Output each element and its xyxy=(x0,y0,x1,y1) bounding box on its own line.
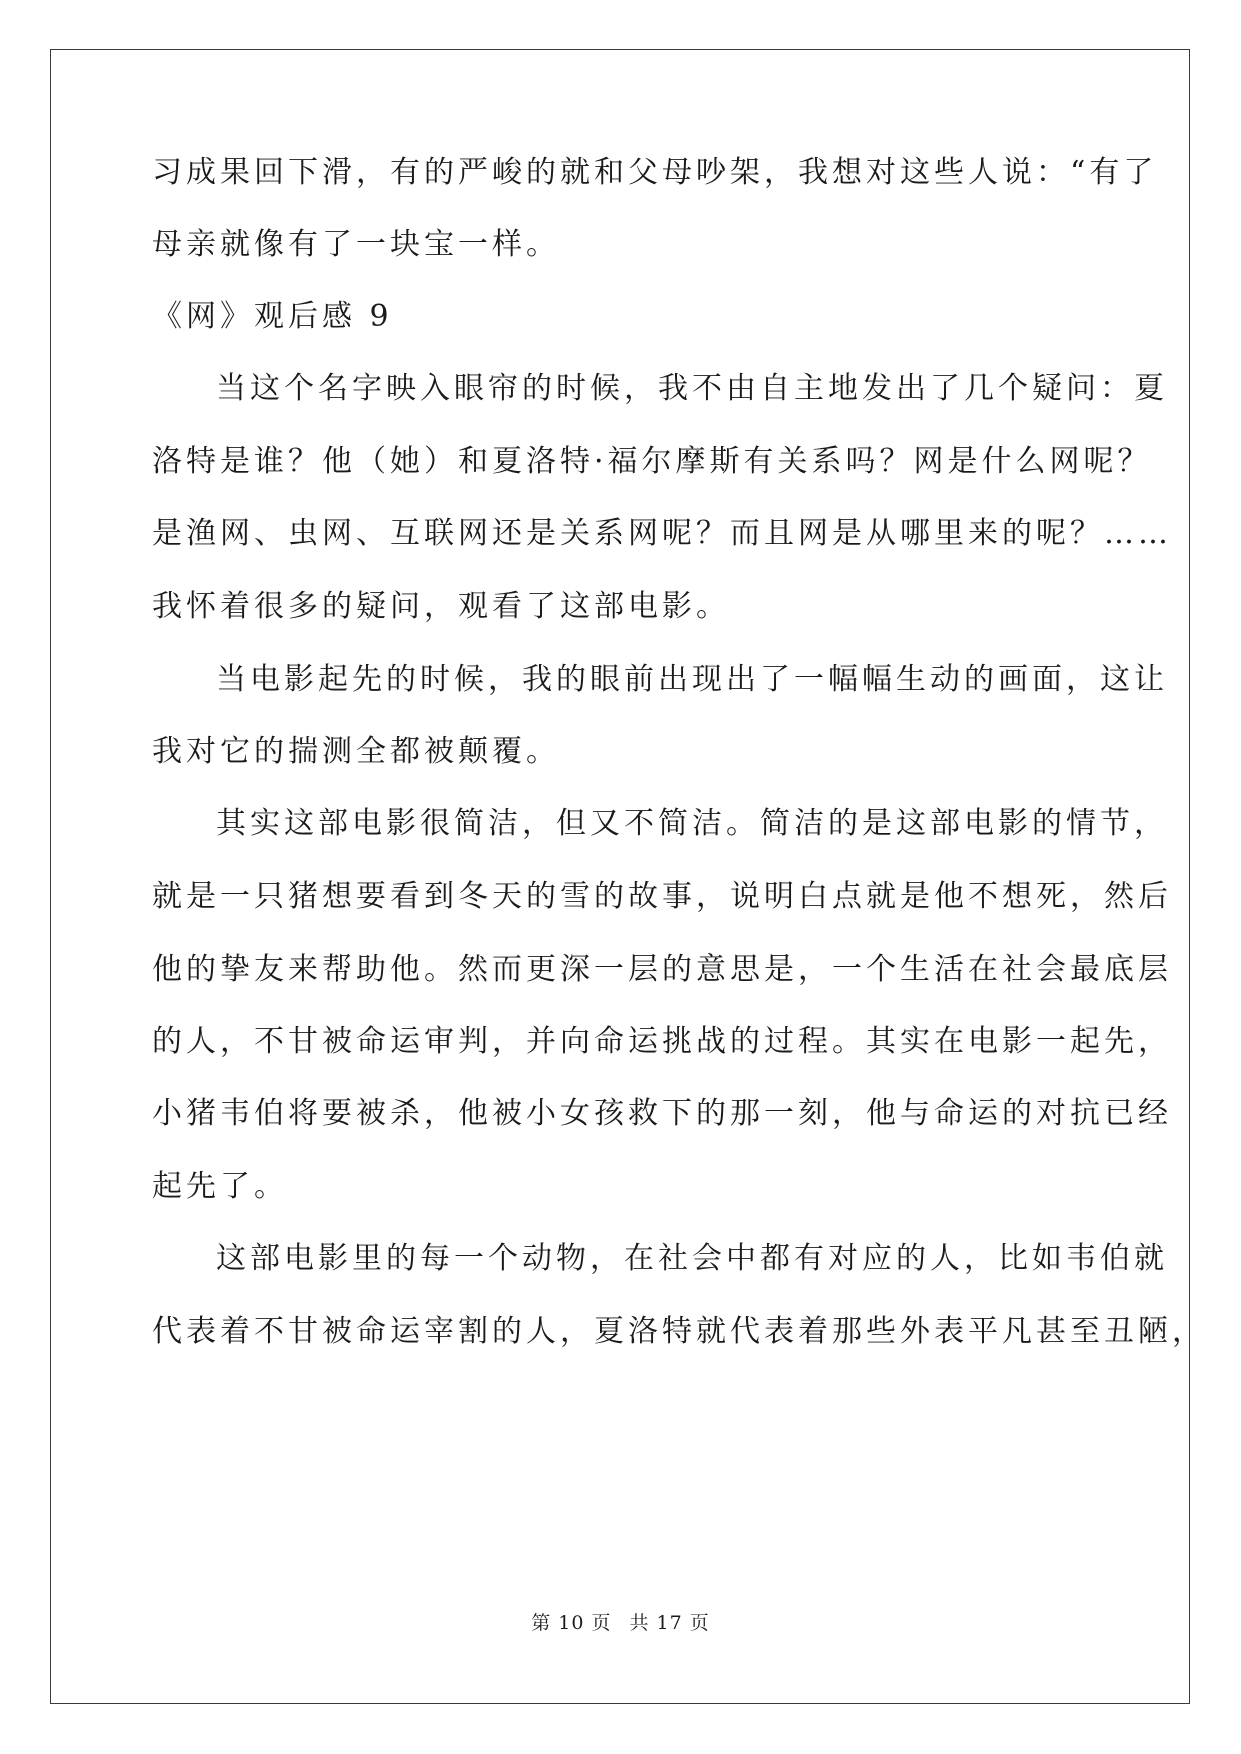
page-total: 共 17 页 xyxy=(629,1612,710,1634)
text-line: 其实这部电影很简洁，但又不简洁。简洁的是这部电影的情节， xyxy=(216,806,1168,841)
text-line: 我怀着很多的疑问，观看了这部电影。 xyxy=(152,589,730,624)
section-heading: 《网》观后感 9 xyxy=(152,299,393,334)
text-line: 这部电影里的每一个动物，在社会中都有对应的人，比如韦伯就 xyxy=(216,1241,1168,1276)
text-line: 习成果回下滑，有的严峻的就和父母吵架，我想对这些人说：“有了 xyxy=(152,155,1158,190)
text-line: 我对它的揣测全都被颠覆。 xyxy=(152,734,560,769)
page-number: 第 10 页 xyxy=(531,1612,612,1634)
text-line: 代表着不甘被命运宰割的人，夏洛特就代表着那些外表平凡甚至丑陋， xyxy=(152,1314,1206,1349)
page-footer xyxy=(0,1611,1241,1635)
text-line: 当这个名字映入眼帘的时候，我不由自主地发出了几个疑问：夏 xyxy=(216,371,1168,406)
text-line: 是渔网、虫网、互联网还是关系网呢？而且网是从哪里来的呢？…… xyxy=(152,516,1172,551)
text-line: 小猪韦伯将要被杀，他被小女孩救下的那一刻，他与命运的对抗已经 xyxy=(152,1096,1172,1131)
text-line: 就是一只猪想要看到冬天的雪的故事，说明白点就是他不想死，然后 xyxy=(152,879,1172,914)
text-line: 洛特是谁？他（她）和夏洛特·福尔摩斯有关系吗？网是什么网呢？ xyxy=(152,444,1152,479)
text-line: 母亲就像有了一块宝一样。 xyxy=(152,227,560,262)
text-line: 当电影起先的时候，我的眼前出现出了一幅幅生动的画面，这让 xyxy=(216,662,1168,697)
text-line: 的人，不甘被命运审判，并向命运挑战的过程。其实在电影一起先， xyxy=(152,1024,1172,1059)
text-line: 起先了。 xyxy=(152,1169,288,1204)
text-line: 他的挚友来帮助他。然而更深一层的意思是，一个生活在社会最底层 xyxy=(152,952,1172,987)
